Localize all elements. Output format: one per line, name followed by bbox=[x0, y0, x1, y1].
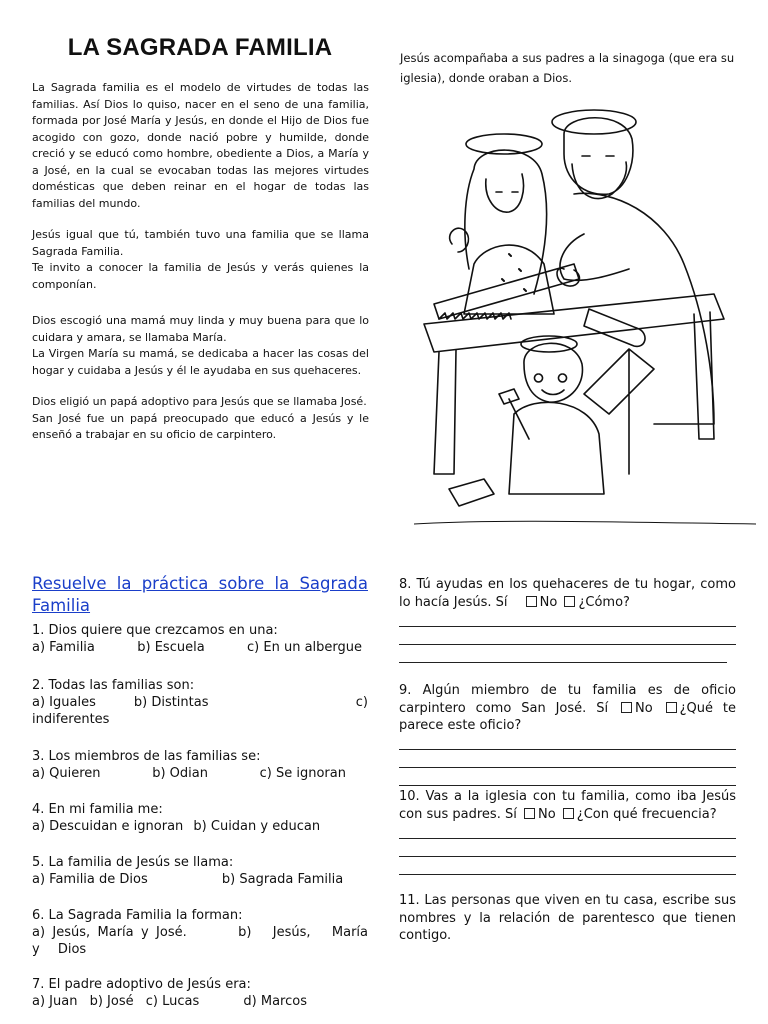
answer-line[interactable] bbox=[399, 856, 736, 857]
yes-checkbox[interactable] bbox=[621, 702, 632, 713]
option[interactable]: a) Familia bbox=[32, 640, 95, 655]
question-2 bbox=[32, 677, 368, 728]
no-label: No bbox=[539, 594, 558, 610]
question-5-stem: 5. La familia de Jesús se llama: bbox=[32, 855, 234, 870]
jesus-smile bbox=[542, 390, 564, 395]
option[interactable]: c) bbox=[355, 695, 368, 710]
mary-face bbox=[486, 174, 524, 212]
question-4-options bbox=[32, 818, 368, 835]
mary-veil bbox=[465, 150, 547, 294]
question-6-options bbox=[32, 924, 368, 958]
answer-line[interactable] bbox=[399, 626, 736, 627]
question-4 bbox=[32, 801, 368, 835]
answer-line[interactable] bbox=[399, 874, 736, 875]
question-2-option-c-cont: indiferentes bbox=[32, 712, 110, 727]
question-8-tail: ¿Cómo? bbox=[578, 594, 630, 610]
question-7-options bbox=[32, 993, 368, 1010]
question-11-text: 11. Las personas que viven en tu casa, escribe sus nombres y la relación de parentesco que tienen contigo. bbox=[399, 893, 736, 943]
question-9 bbox=[399, 682, 736, 735]
jesus-eyes bbox=[535, 374, 567, 382]
question-11 bbox=[399, 892, 736, 945]
holy-family-illustration bbox=[414, 94, 756, 530]
joseph-arm bbox=[560, 234, 629, 280]
intro-p4-line-b: San José fue un papá preocupado que educó a Jesús y le enseñó a trabajar en su oficio de carpintero. bbox=[32, 411, 369, 441]
question-6-stem: 6. La Sagrada Familia la forman: bbox=[32, 908, 243, 923]
option[interactable]: a) Quieren bbox=[32, 766, 101, 781]
intro-paragraph-3 bbox=[32, 313, 369, 379]
no-label: No bbox=[635, 700, 653, 716]
option[interactable]: a) Juan bbox=[32, 994, 78, 1009]
mary-halo bbox=[466, 134, 542, 154]
intro-paragraph-2 bbox=[32, 227, 369, 293]
question-10-tail: ¿Con qué frecuencia? bbox=[576, 806, 717, 822]
question-4-stem: 4. En mi familia me: bbox=[32, 802, 163, 817]
table-top bbox=[424, 294, 724, 352]
question-1 bbox=[32, 622, 368, 656]
question-7-stem: 7. El padre adoptivo de Jesús era: bbox=[32, 977, 251, 992]
question-10-text: 10. Vas a la iglesia con tu familia, como iba Jesús con sus padres. Sí bbox=[399, 789, 736, 822]
wood-log bbox=[584, 309, 645, 346]
intro-paragraph-4 bbox=[32, 394, 369, 444]
intro-p3-line-a: Dios escogió una mamá muy linda y muy buena para que lo cuidara y amara, se llamaba María. bbox=[32, 314, 369, 344]
practice-heading: Resuelve la práctica sobre la Sagrada Familia bbox=[32, 574, 368, 615]
answer-line[interactable] bbox=[399, 785, 736, 786]
option[interactable]: a) Descuidan e ignoran bbox=[32, 819, 184, 834]
option[interactable]: b) Distintas bbox=[133, 695, 209, 710]
question-6 bbox=[32, 907, 368, 958]
no-checkbox[interactable] bbox=[563, 808, 574, 819]
intro-p2-line-a: Jesús igual que tú, también tuvo una familia que se llama Sagrada Familia. bbox=[32, 228, 369, 258]
option[interactable]: d) Marcos bbox=[243, 994, 307, 1009]
joseph-body bbox=[574, 193, 714, 424]
option[interactable]: c) En un albergue bbox=[247, 640, 362, 655]
answer-line[interactable] bbox=[399, 644, 736, 645]
no-checkbox[interactable] bbox=[666, 702, 677, 713]
option[interactable]: b) Sagrada Familia bbox=[221, 872, 344, 887]
question-7 bbox=[32, 976, 368, 1010]
table-leg-left bbox=[434, 350, 456, 474]
yes-checkbox[interactable] bbox=[526, 596, 537, 607]
sinagoga-text: Jesús acompañaba a sus padres a la sinagoga (que era su iglesia), donde oraban a Dios. bbox=[400, 51, 735, 85]
option[interactable]: b) Jesús, María y Dios bbox=[32, 925, 368, 957]
yes-checkbox[interactable] bbox=[524, 808, 535, 819]
question-3-options bbox=[32, 765, 368, 782]
question-2-options bbox=[32, 694, 368, 711]
question-10 bbox=[399, 788, 736, 823]
intro-paragraph-1: La Sagrada familia es el modelo de virtudes de todas las familias. Así Dios lo quiso, nacer en el seno de una familia, formada por José María y Jesús, en donde el Hijo de Dios fue acogido con gozo, donde nació pobre y humilde, donde creció y se educó como hombre, obediente a Dios, a María y a José, en la cual se evocaban todas las mejores virtudes domésticas que deben reinar en el hogar de todas las familias del mundo. bbox=[32, 81, 369, 210]
question-9-tail: ¿Qué te parece este oficio? bbox=[399, 700, 736, 733]
intro-p4-line-a: Dios eligió un papá adoptivo para Jesús que se llamaba José. bbox=[32, 395, 367, 408]
question-8 bbox=[399, 576, 736, 611]
question-8-text: 8. Tú ayudas en los quehaceres de tu hogar, como lo hacía Jesús. Sí bbox=[399, 577, 736, 610]
option[interactable]: b) Odian bbox=[152, 766, 208, 781]
answer-line[interactable] bbox=[399, 749, 736, 750]
page-title: LA SAGRADA FAMILIA bbox=[67, 34, 333, 61]
option[interactable]: b) Escuela bbox=[137, 640, 205, 655]
option[interactable]: a) Jesús, María y José. bbox=[32, 925, 187, 940]
question-9-text: 9. Algún miembro de tu familia es de oficio carpintero como San José. Sí bbox=[399, 683, 736, 716]
ground-shadow bbox=[414, 521, 756, 524]
question-1-options bbox=[32, 639, 368, 656]
question-5-options bbox=[32, 871, 368, 888]
answer-line[interactable] bbox=[399, 662, 727, 663]
option[interactable]: a) Familia de Dios bbox=[32, 872, 148, 887]
question-3-stem: 3. Los miembros de las familias se: bbox=[32, 749, 261, 764]
option[interactable]: c) Se ignoran bbox=[259, 766, 346, 781]
nail-box bbox=[449, 479, 494, 506]
answer-line[interactable] bbox=[399, 838, 736, 839]
intro-text bbox=[32, 80, 369, 459]
intro-p2-line-b: Te invito a conocer la familia de Jesús y verás quienes la componían. bbox=[32, 261, 369, 291]
option[interactable]: c) Lucas bbox=[145, 994, 200, 1009]
question-1-stem: 1. Dios quiere que crezcamos en una: bbox=[32, 623, 278, 638]
answer-line[interactable] bbox=[399, 767, 736, 768]
question-2-stem: 2. Todas las familias son: bbox=[32, 678, 195, 693]
no-checkbox[interactable] bbox=[564, 596, 575, 607]
jesus-body bbox=[509, 402, 604, 494]
question-5 bbox=[32, 854, 368, 888]
no-label: No bbox=[537, 806, 556, 822]
plank bbox=[584, 349, 654, 474]
questions-left-column bbox=[32, 622, 368, 1022]
mary-star-dots bbox=[502, 254, 526, 291]
question-3 bbox=[32, 748, 368, 782]
option[interactable]: b) José bbox=[89, 994, 134, 1009]
intro-p3-line-b: La Virgen María su mamá, se dedicaba a hacer las cosas del hogar y cuidaba a Jesús y él le ayudaba en sus quehaceres. bbox=[32, 347, 369, 377]
option[interactable]: a) Iguales bbox=[32, 695, 96, 710]
option[interactable]: b) Cuidan y educan bbox=[193, 819, 321, 834]
